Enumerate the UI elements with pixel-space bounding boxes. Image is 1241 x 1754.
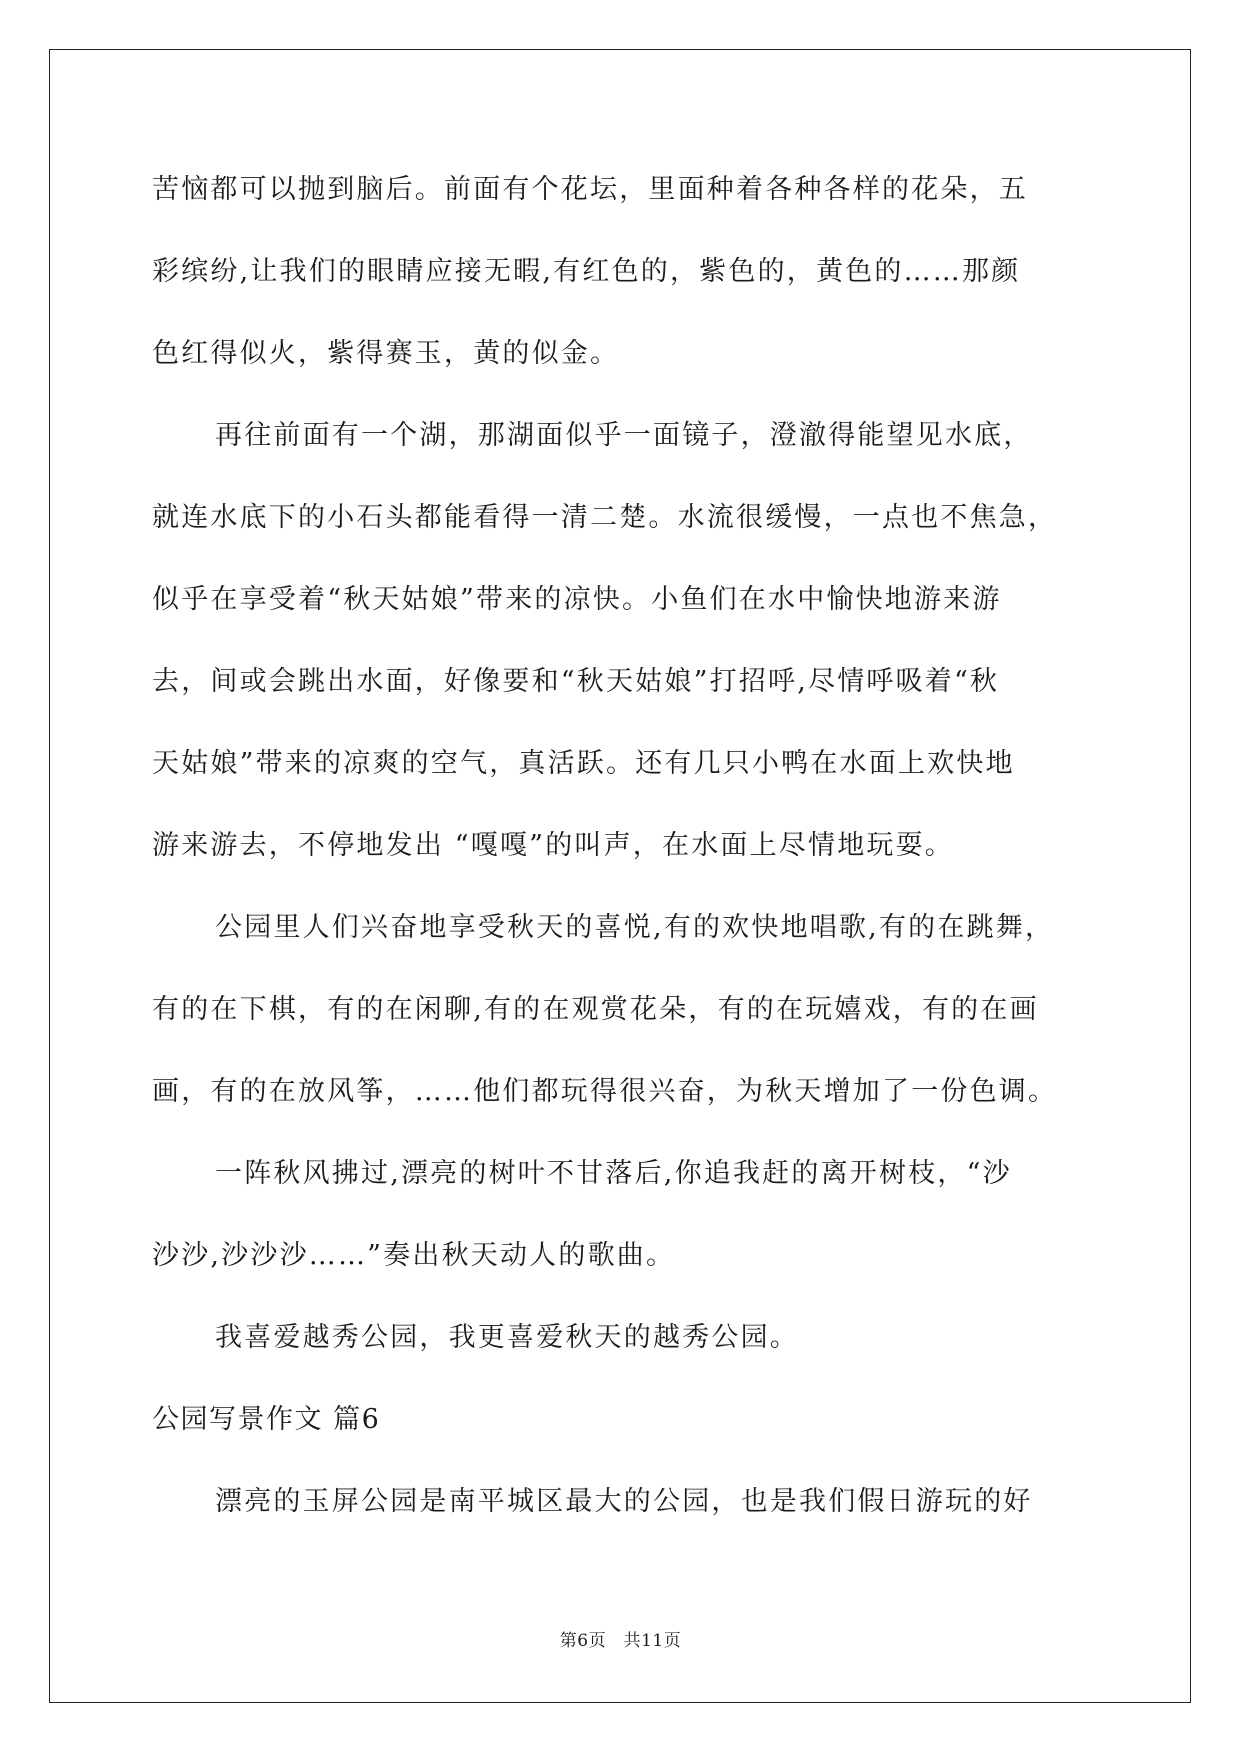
text-line: 就连水底下的小石头都能看得一清二楚。水流很缓慢，一点也不焦急， (152, 502, 1058, 533)
text-line: 色红得似火，紫得赛玉，黄的似金。 (152, 338, 620, 369)
paragraph-start: 我喜爱越秀公园，我更喜爱秋天的越秀公园。 (215, 1322, 799, 1353)
paragraph-start: 再往前面有一个湖，那湖面似乎一面镜子，澄澈得能望见水底， (215, 420, 1033, 451)
text-line: 游来游去，不停地发出 “嘎嘎”的叫声，在水面上尽情地玩耍。 (152, 830, 954, 861)
text-line: 有的在下棋，有的在闲聊,有的在观赏花朵，有的在玩嬉戏，有的在画 (152, 994, 1039, 1025)
page-number: 第6页 共11页 (559, 1631, 682, 1651)
paragraph-start: 漂亮的玉屏公园是南平城区最大的公园，也是我们假日游玩的好 (215, 1486, 1033, 1517)
text-line: 苦恼都可以抛到脑后。前面有个花坛，里面种着各种各样的花朵，五 (152, 174, 1028, 205)
section-heading: 公园写景作文 篇6 (152, 1404, 381, 1435)
text-line: 彩缤纷,让我们的眼睛应接无暇,有红色的，紫色的，黄色的……那颜 (152, 256, 1021, 287)
text-line: 沙沙,沙沙沙……”奏出秋天动人的歌曲。 (152, 1240, 676, 1271)
text-line: 天姑娘”带来的凉爽的空气，真活跃。还有几只小鸭在水面上欢快地 (152, 748, 1015, 779)
paragraph-start: 一阵秋风拂过,漂亮的树叶不甘落后,你追我赶的离开树枝，“沙 (215, 1158, 1012, 1189)
text-line: 画，有的在放风筝，……他们都玩得很兴奋，为秋天增加了一份色调。 (152, 1076, 1058, 1107)
text-line: 去，间或会跳出水面，好像要和“秋天姑娘”打招呼,尽情呼吸着“秋 (152, 666, 1000, 697)
text-line: 似乎在享受着“秋天姑娘”带来的凉快。小鱼们在水中愉快地游来游 (152, 584, 1002, 615)
paragraph-start: 公园里人们兴奋地享受秋天的喜悦,有的欢快地唱歌,有的在跳舞， (215, 912, 1055, 943)
document-body (152, 163, 1092, 1557)
